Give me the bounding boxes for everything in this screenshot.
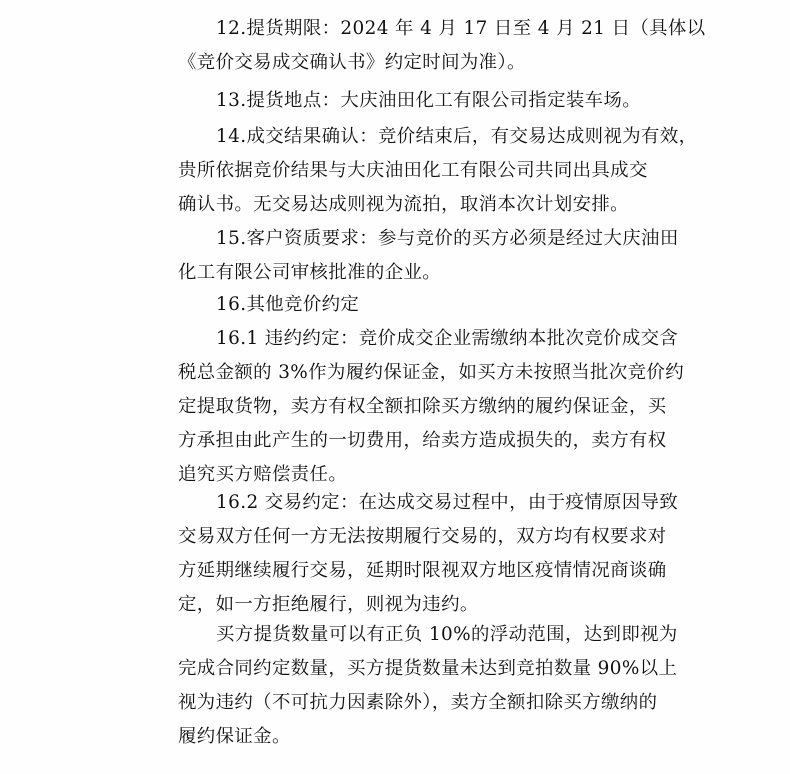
- paragraph-delivery-period: [178, 12, 706, 80]
- text-line: 定提取货物，卖方有权全额扣除买方缴纳的履约保证金，买: [178, 396, 667, 417]
- paragraph-delivery-quantity: [178, 618, 678, 754]
- text-line: 16.2 交易约定：在达成交易过程中，由于疫情原因导致: [216, 492, 679, 513]
- text-line: 13.提货地点：大庆油田化工有限公司指定装车场。: [216, 90, 642, 111]
- text-line: 16.其他竞价约定: [216, 294, 360, 315]
- text-line: 12.提货期限：2024 年 4 月 17 日至 4 月 21 日（具体以: [216, 18, 706, 39]
- text-line: 买方提货数量可以有正负 10%的浮动范围，达到即视为: [216, 624, 678, 645]
- text-line: 方承担由此产生的一切费用，给卖方造成损失的，卖方有权: [178, 430, 667, 451]
- text-line: 交易双方任何一方无法按期履行交易的，双方均有权要求对: [178, 526, 667, 547]
- text-line: 《竞价交易成交确认书》约定时间为准）。: [178, 52, 526, 73]
- text-line: 化工有限公司审核批准的企业。: [178, 262, 442, 283]
- text-line: 追究买方赔偿责任。: [178, 464, 348, 485]
- text-line: 确认书。无交易达成则视为流拍，取消本次计划安排。: [178, 194, 629, 215]
- paragraph-transaction-agreement: [178, 486, 679, 622]
- text-line: 税总金额的 3%作为履约保证金，如买方未按照当批次竞价约: [178, 362, 684, 383]
- text-line: 履约保证金。: [178, 726, 291, 747]
- text-line: 15.客户资质要求：参与竞价的买方必须是经过大庆油田: [216, 228, 679, 249]
- text-line: 完成合同约定数量，买方提货数量未达到竞拍数量 90%以上: [178, 658, 678, 679]
- text-line: 定，如一方拒绝履行，则视为违约。: [178, 594, 479, 615]
- text-line: 方延期继续履行交易，延期时限视双方地区疫情情况商谈确: [178, 560, 667, 581]
- paragraph-delivery-location: [178, 84, 640, 118]
- paragraph-breach-agreement: [178, 322, 684, 492]
- paragraph-result-confirmation: [178, 120, 698, 222]
- paragraph-other-agreements-heading: [178, 288, 640, 322]
- text-line: 贵所依据竞价结果与大庆油田化工有限公司共同出具成交: [178, 160, 648, 181]
- text-line: 16.1 违约约定：竞价成交企业需缴纳本批次竞价成交含: [216, 328, 679, 349]
- text-line: 视为违约（不可抗力因素除外），卖方全额扣除买方缴纳的: [178, 692, 658, 713]
- text-line: 14.成交结果确认：竞价结束后，有交易达成则视为有效，: [216, 126, 698, 147]
- paragraph-client-qualification: [178, 222, 679, 290]
